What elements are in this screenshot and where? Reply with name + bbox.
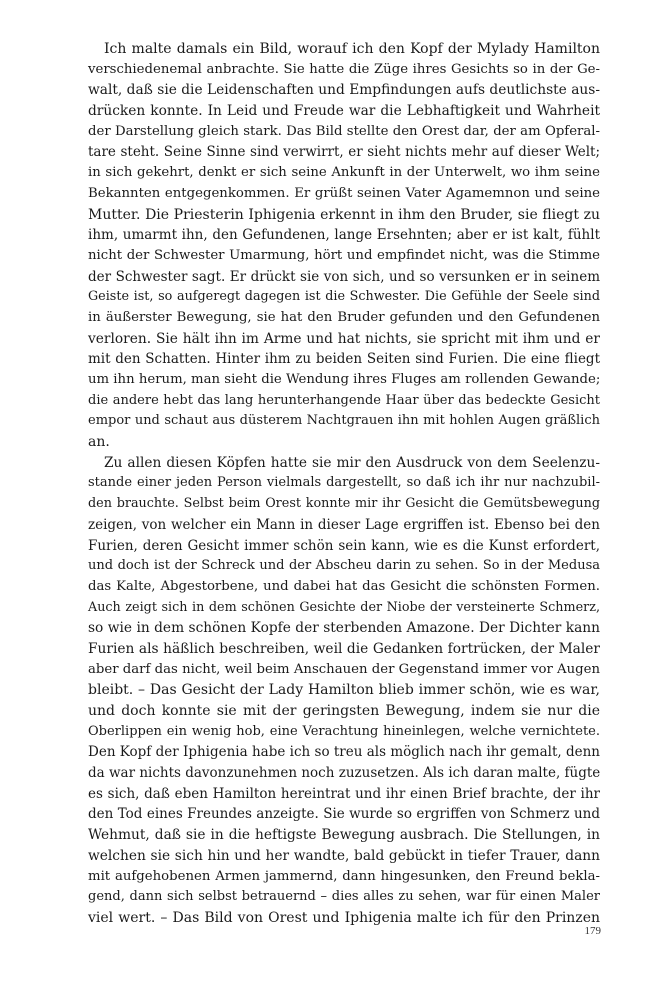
text-line: tare steht. Seine Sinne sind verwirrt, er sieht nichts mehr auf dieser Welt; xyxy=(88,144,600,161)
text-line: es sich, daß eben Hamilton hereintrat und ihr einen Brief brachte, der ihr xyxy=(88,785,600,802)
text-line: zeigen, von welcher ein Mann in dieser Lage ergriffen ist. Ebenso bei den xyxy=(88,516,600,533)
text-line: den Tod eines Freundes anzeigte. Sie wurde so ergriffen von Schmerz und xyxy=(88,806,600,823)
text-line: das Kalte, Abgestorbene, und dabei hat das Gesicht die schönsten Formen. xyxy=(88,578,600,594)
text-line: Ich malte damals ein Bild, worauf ich den Kopf der Mylady Hamilton xyxy=(104,41,600,57)
text-line: und doch ist der Schreck und der Abscheu darin zu sehen. So in der Medusa xyxy=(88,558,600,574)
text-line: so wie in dem schönen Kopfe der sterbenden Amazone. Der Dichter kann xyxy=(88,620,600,637)
text-line: aber darf das nicht, weil beim Anschauen der Gegenstand immer vor Augen xyxy=(88,661,600,677)
text-line: Furien als häßlich beschreiben, weil die Gedanken fortrücken, der Maler xyxy=(88,640,600,657)
text-line: da war nichts davonzunehmen noch zuzusetzen. Als ich daran malte, fügte xyxy=(88,765,601,782)
text-line: Furien, deren Gesicht immer schön sein kann, wie es die Kunst erfordert, xyxy=(88,537,600,554)
text-line: stande einer jeden Person vielmals dargestellt, so daß ich ihr nur nachzubil- xyxy=(88,475,600,491)
text-line: den brauchte. Selbst beim Orest konnte mir ihr Gesicht die Gemütsbewegung xyxy=(88,496,600,512)
text-line: Zu allen diesen Köpfen hatte sie mir den Ausdruck von dem Seelenzu- xyxy=(104,454,600,471)
text-line: walt, daß sie die Leidenschaften und Empfindungen aufs deutlichste aus- xyxy=(88,82,600,99)
text-line: mit aufgehobenen Armen jammernd, dann hingesunken, den Freund bekla- xyxy=(88,868,600,884)
text-line: die andere hebt das lang herunterhangende Haar über das bedeckte Gesicht xyxy=(88,392,600,408)
body-text xyxy=(88,39,600,929)
text-line: nicht der Schwester Umarmung, hört und empfindet nicht, was die Stimme xyxy=(88,247,600,263)
text-line: Den Kopf der Iphigenia habe ich so treu als möglich nach ihr gemalt, denn xyxy=(88,744,600,761)
text-line: Oberlippen ein wenig hob, eine Verachtung hineinlegen, welche vernichtete. xyxy=(88,723,600,739)
text-line: welchen sie sich hin und her wandte, bald gebückt in tiefer Trauer, dann xyxy=(88,847,600,864)
text-line: gend, dann sich selbst betrauernd – dies alles zu sehen, war für einen Maler xyxy=(88,889,600,905)
text-line: verloren. Sie hält ihn im Arme und hat nichts, sie spricht mit ihm und er xyxy=(88,330,600,347)
text-line: Bekannten entgegenkommen. Er grüßt seinen Vater Agamemnon und seine xyxy=(88,185,600,201)
text-line: bleibt. – Das Gesicht der Lady Hamilton blieb immer schön, wie es war, xyxy=(88,682,600,699)
text-line: der Schwester sagt. Er drückt sie von sich, und so versunken er in seinem xyxy=(88,268,600,285)
text-line: ihm, umarmt ihn, den Gefundenen, lange Ersehnten; aber er ist kalt, fühlt xyxy=(88,227,600,244)
page-number: 179 xyxy=(584,925,601,937)
text-line: der Darstellung gleich stark. Das Bild stellte den Orest dar, der am Opferal- xyxy=(88,123,600,139)
text-line: und doch konnte sie mit der geringsten Bewegung, indem sie nur die xyxy=(88,703,600,719)
text-line: Mutter. Die Priesterin Iphigenia erkennt in ihm den Bruder, sie fliegt zu xyxy=(88,206,600,223)
text-line: mit den Schatten. Hinter ihm zu beiden Seiten sind Furien. Die eine fliegt xyxy=(88,351,600,368)
paragraph-2 xyxy=(88,453,600,929)
text-line: in sich gekehrt, denkt er sich seine Ankunft in der Unterwelt, wo ihm seine xyxy=(88,165,600,181)
text-line: an. xyxy=(88,434,110,451)
text-line: in äußerster Bewegung, sie hat den Bruder gefunden und den Gefundenen xyxy=(88,309,600,325)
text-line: Auch zeigt sich in dem schönen Gesichte der Niobe der versteinerte Schmerz, xyxy=(88,599,600,615)
text-line: drücken konnte. In Leid und Freude war die Lebhaftigkeit und Wahrheit xyxy=(88,103,600,120)
text-line: verschiedenemal anbrachte. Sie hatte die Züge ihres Gesichts so in der Ge- xyxy=(88,61,600,77)
text-line: empor und schaut aus düsterem Nachtgrauen ihn mit hohlen Augen gräßlich xyxy=(88,413,600,429)
paragraph-1 xyxy=(88,39,600,453)
text-line: um ihn herum, man sieht die Wendung ihres Fluges am rollenden Gewande; xyxy=(88,372,601,387)
text-line: Geiste ist, so aufgeregt dagegen ist die Schwester. Die Gefühle der Seele sind xyxy=(88,289,600,305)
text-line: viel wert. – Das Bild von Orest und Iphigenia malte ich für den Prinzen xyxy=(88,909,600,926)
text-line: Wehmut, daß sie in die heftigste Bewegung ausbrach. Die Stellungen, in xyxy=(88,827,600,844)
